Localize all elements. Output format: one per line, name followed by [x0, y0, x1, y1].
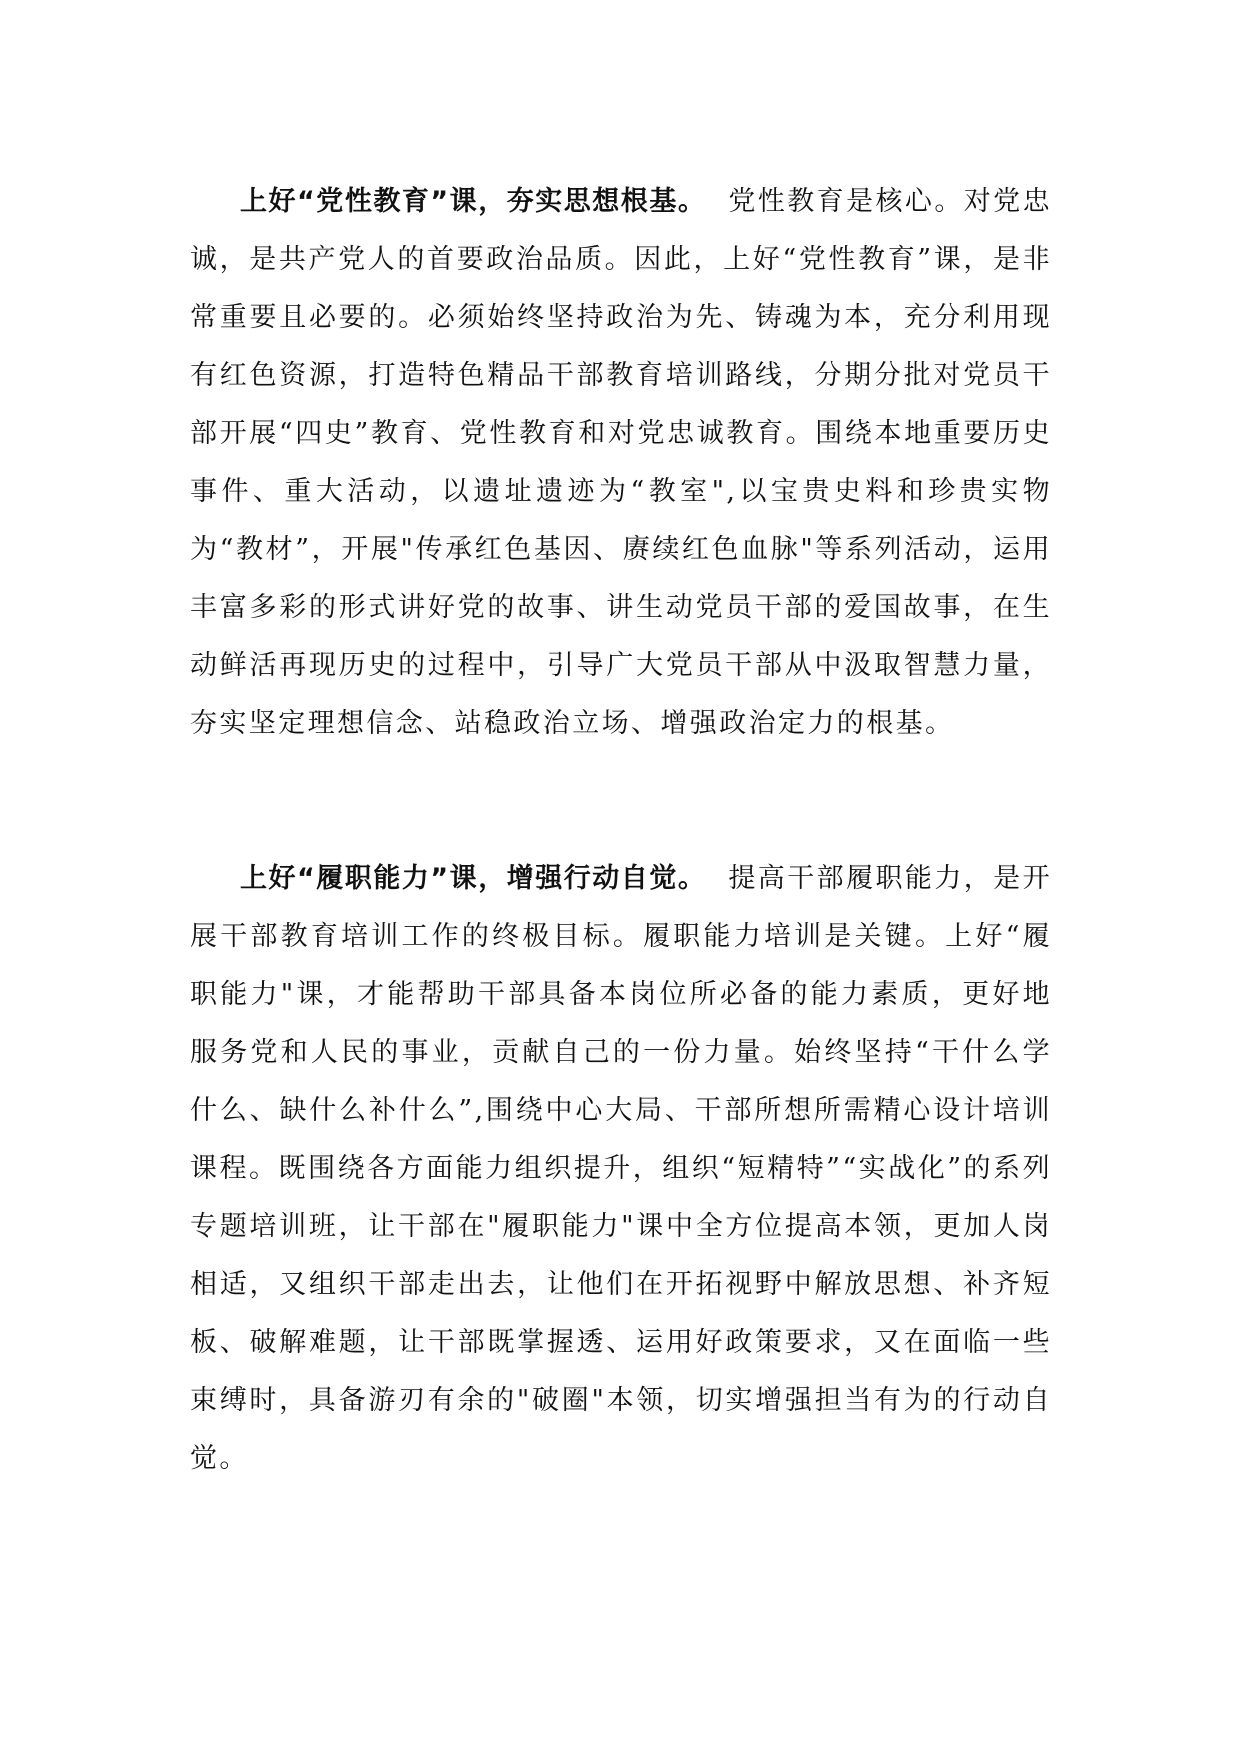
- paragraph-body: 提高干部履职能力，是开展干部教育培训工作的终极目标。履职能力培训是关键。上好“履职能力"课，才能帮助干部具备本岗位所必备的能力素质，更好地服务党和人民的事业，贡献自己的一份力量。始终坚持“干什么学什么、缺什么补什么”,围绕中心大局、干部所想所需精心设计培训课程。既围绕各方面能力组织提升，组织“短精特”“实战化”的系列专题培训班，让干部在"履职能力"课中全方位提高本领，更加人岗相适，又组织干部走出去，让他们在开拓视野中解放思想、补齐短板、破解难题，让干部既掌握透、运用好政策要求，又在面临一些束缚时，具备游刃有余的"破圈"本领，切实增强担当有为的行动自觉。: [190, 863, 1052, 1474]
- paragraph-heading: 上好“履职能力”课，增强行动自觉。: [240, 863, 707, 894]
- paragraph-heading: 上好“党性教育”课，夯实思想根基。: [240, 186, 707, 217]
- paragraph-party-education: [190, 173, 1052, 753]
- paragraph-duty-ability: [190, 850, 1052, 1488]
- paragraph-body: 党性教育是核心。对党忠诚，是共产党人的首要政治品质。因此，上好“党性教育”课，是非常重要且必要的。必须始终坚持政治为先、铸魂为本，充分利用现有红色资源，打造特色精品干部教育培训路线，分期分批对党员干部开展“四史”教育、党性教育和对党忠诚教育。围绕本地重要历史事件、重大活动，以遗址遗迹为“教室",以宝贵史料和珍贵实物为“教材”，开展"传承红色基因、赓续红色血脉"等系列活动，运用丰富多彩的形式讲好党的故事、讲生动党员干部的爱国故事，在生动鲜活再现历史的过程中，引导广大党员干部从中汲取智慧力量，夯实坚定理想信念、站稳政治立场、增强政治定力的根基。: [190, 186, 1052, 739]
